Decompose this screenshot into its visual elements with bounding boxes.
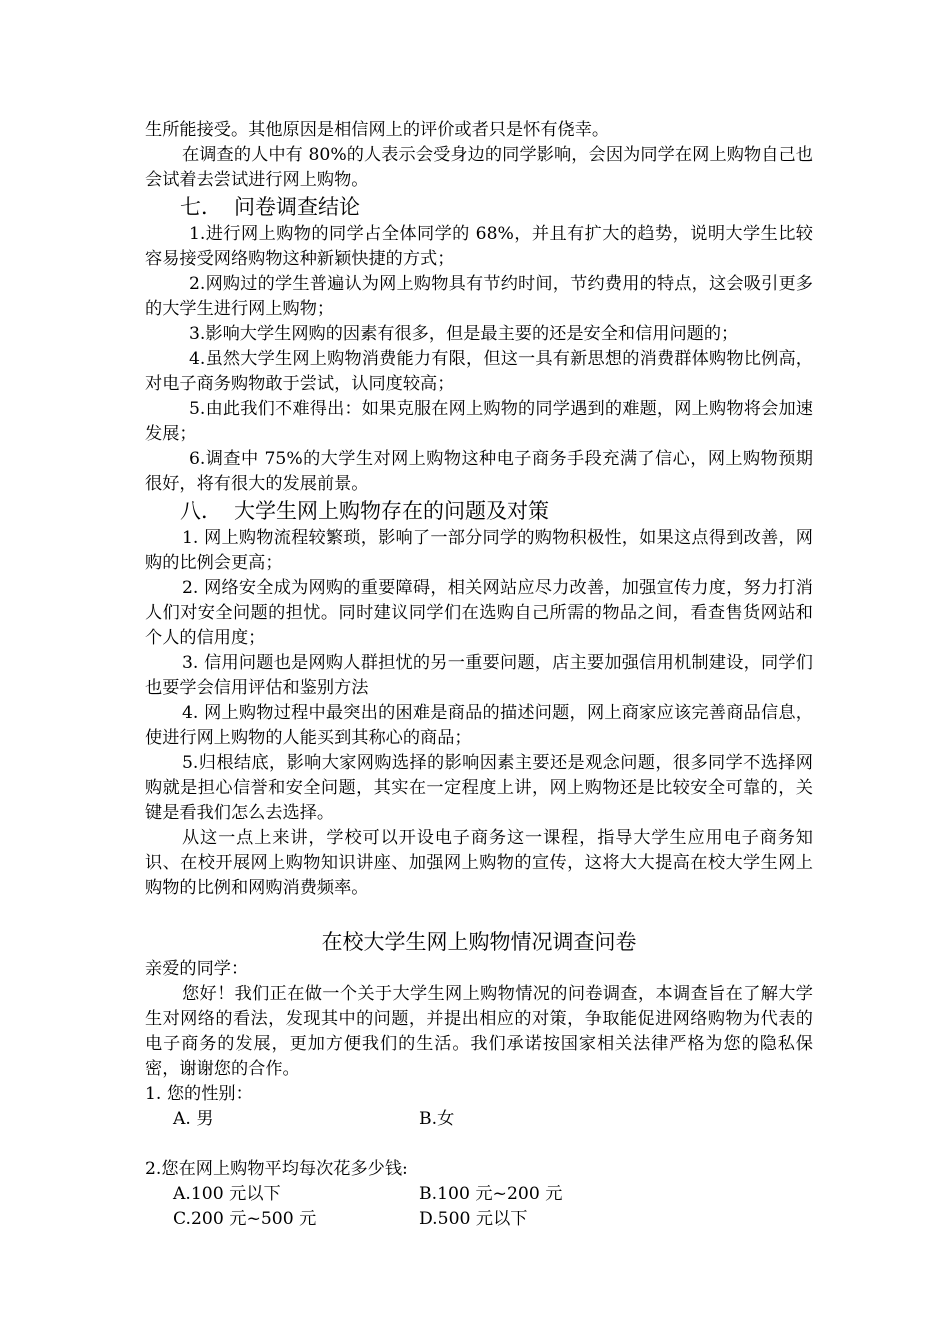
paragraph-influence: 在调查的人中有 80%的人表示会受身边的同学影响，会因为同学在网上购物自己也会试着去尝试进行网上购物。 (145, 145, 813, 190)
section-7-title: 问卷调查结论 (234, 195, 360, 219)
conclusion-item: 3.影响大学生网购的因素有很多，但是最主要的还是安全和信用问题的； (189, 324, 739, 344)
questionnaire-greeting: 亲爱的同学： (145, 959, 249, 979)
section-8-number: 八． (180, 499, 222, 523)
questionnaire-preface: 您好！我们正在做一个关于大学生网上购物情况的问卷调查，本调查旨在了解大学生对网络的看法，发现其中的问题，并提出相应的对策，争取能促进网络购物为代表的电子商务的发展，更加方便我们的生活。我们承诺按国家相关法律严格为您的隐私保密，谢谢您的合作。 (145, 984, 813, 1079)
countermeasure-item: 1. 网上购物流程较繁琐，影响了一部分同学的购物积极性，如果这点得到改善，网购的比例会更高； (145, 528, 813, 573)
countermeasure-item: 3. 信用问题也是网购人群担忧的另一重要问题，店主要加强信用机制建设，同学们也要学会信用评估和鉴别方法 (145, 653, 813, 698)
countermeasure-conclusion: 从这一点上来讲，学校可以开设电子商务这一课程，指导大学生应用电子商务知识、在校开展网上购物知识讲座、加强网上购物的宣传，这将大大提高在校大学生网上购物的比例和网购消费频率。 (145, 828, 813, 898)
conclusion-item: 1.进行网上购物的同学占全体同学的 68%，并且有扩大的趋势，说明大学生比较容易接受网络购物这种新颖快捷的方式； (145, 224, 813, 269)
section-7-number: 七． (180, 195, 222, 219)
conclusion-item: 2.网购过的学生普遍认为网上购物具有节约时间，节约费用的特点，这会吸引更多的大学生进行网上购物； (145, 274, 813, 319)
countermeasure-item: 2. 网络安全成为网购的重要障碍，相关网站应尽力改善，加强宣传力度，努力打消人们对安全问题的担忧。同时建议同学们在选购自己所需的物品之间，看查售货网站和个人的信用度； (145, 578, 813, 648)
option-c: C.200 元~500 元 (173, 1209, 317, 1229)
option-b: B.女 (419, 1109, 455, 1129)
question-2-options-row-2 (145, 1207, 813, 1232)
question-2: 2.您在网上购物平均每次花多少钱: (145, 1159, 408, 1179)
question-1-options (145, 1107, 813, 1132)
countermeasure-item: 4. 网上购物过程中最突出的困难是商品的描述问题，网上商家应该完善商品信息，使进行网上购物的人能买到其称心的商品； (145, 703, 813, 748)
spacer (145, 1132, 813, 1157)
document-page (145, 118, 813, 1232)
option-a: A.100 元以下 (173, 1184, 281, 1204)
questionnaire-title: 在校大学生网上购物情况调查问卷 (321, 930, 637, 954)
question-2-options-row-1 (145, 1182, 813, 1207)
section-7-heading (145, 193, 813, 222)
section-8-title: 大学生网上购物存在的问题及对策 (234, 499, 549, 523)
option-b: B.100 元~200 元 (419, 1184, 563, 1204)
conclusion-item: 5.由此我们不难得出：如果克服在网上购物的同学遇到的难题，网上购物将会加速发展； (145, 399, 813, 444)
section-8-heading (145, 497, 813, 526)
countermeasure-item: 5.归根结底，影响大家网购选择的影响因素主要还是观念问题，很多同学不选择网购就是担心信誉和安全问题，其实在一定程度上讲，网上购物还是比较安全可靠的，关键是看我们怎么去选择。 (145, 753, 813, 823)
paragraph-continuation: 生所能接受。其他原因是相信网上的评价或者只是怀有侥幸。 (145, 120, 610, 140)
conclusion-item: 4.虽然大学生网上购物消费能力有限，但这一具有新思想的消费群体购物比例高，对电子商务购物敢于尝试，认同度较高； (145, 349, 813, 394)
option-d: D.500 元以下 (419, 1209, 528, 1229)
option-a: A. 男 (173, 1109, 214, 1129)
question-1: 1. 您的性别： (145, 1084, 253, 1104)
conclusion-item: 6.调查中 75%的大学生对网上购物这种电子商务手段充满了信心，网上购物预期很好，将有很大的发展前景。 (145, 449, 813, 494)
